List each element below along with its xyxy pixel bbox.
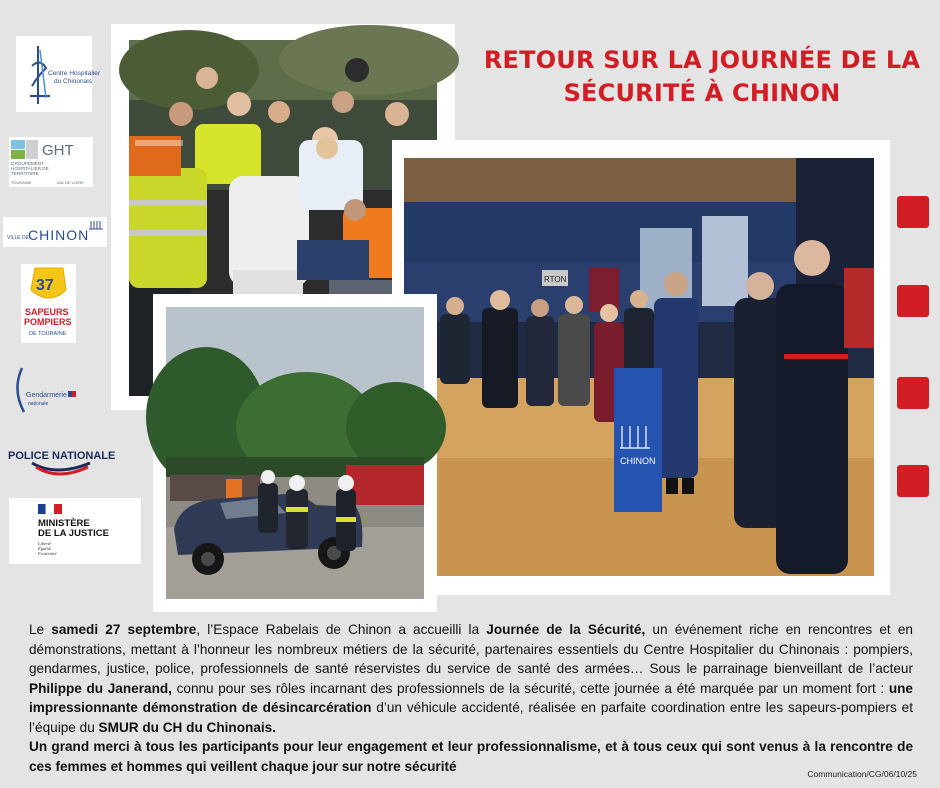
text-p1-c: , l’Espace Rabelais de Chinon a accueilli la: [196, 622, 487, 637]
ville-prefix: VILLE DE: [7, 235, 29, 241]
text-p1-a: Le: [29, 622, 52, 637]
sdis-37-icon: [31, 268, 66, 298]
ght-line-2: HOSPITALIER DE: [11, 166, 49, 171]
text-actor-name: Philippe du Janerand,: [29, 680, 172, 696]
police-text: POLICE NATIONALE: [8, 450, 116, 462]
speech-hall-image: [404, 158, 874, 576]
logo-gendarmerie: [12, 364, 80, 418]
text-p1-e: un événement riche en rencontres et en démonstrations, mettant à l’honneur les nombreux métiers de la sécurité, partenaires essentiels du Centre Hospitalier du Chinonais : pompiers, gendarmes, justice, police, professionnels de santé réservistes du service de santé des armées… Sous le parrainage bienveillant de l’acteur: [29, 622, 913, 676]
ght-square-green: [11, 150, 25, 159]
gendarmerie-name: Gendarmerie: [26, 392, 67, 399]
svg-text:37: 37: [36, 277, 54, 294]
justice-line-2: DE LA JUSTICE: [38, 528, 109, 539]
hall-sign-text: RTON: [544, 275, 567, 284]
photo-speech-hall: [392, 140, 890, 595]
ch-line-1: Centre Hospitalier: [48, 70, 101, 77]
justice-motto-3: Fraternité: [38, 551, 57, 556]
towers-icon: [89, 221, 103, 229]
text-p1-i: d’un véhicule accidenté, réalisée en parfaite coordination entre les sapeurs-pompiers et l’équipe du: [29, 700, 913, 735]
text-date: samedi 27 septembre: [51, 622, 197, 637]
ght-line-1: GROUPEMENT: [11, 161, 44, 166]
logo-ministere-justice: [9, 498, 141, 564]
logo-police-nationale: [6, 443, 122, 483]
ght-square-grey: [26, 140, 38, 159]
ght-sub-left: TOURAINE: [11, 180, 32, 185]
decor-square-1: [897, 196, 929, 228]
ght-acronym: GHT: [42, 142, 74, 159]
logo-ch-chinonais: [16, 36, 101, 112]
extrication-demo-image: [166, 307, 424, 599]
ville-name: CHINON: [28, 227, 90, 243]
text-demo-highlight: une impressionnante démonstration de désincarcération: [29, 680, 913, 715]
police-tricolor-swoosh-icon: [32, 463, 90, 474]
ght-line-3: TERRITOIRE: [11, 171, 39, 176]
text-thanks: Un grand merci à tous les participants pour leur engagement et leur professionnalisme, et à tous ceux qui sont venus à la rencontre de ces femmes et hommes qui veillent chaque jour sur notre sécurité: [29, 739, 913, 774]
justice-motto-1: Liberté: [38, 541, 51, 546]
decor-square-3: [897, 377, 929, 409]
marianne-flag-icon: [38, 504, 62, 514]
sapeurs-line-3: DE TOURAINE: [29, 331, 67, 337]
ght-sub-right: VAL DE LOIRE: [57, 180, 84, 185]
title-line-2: SÉCURITÉ À CHINON: [563, 79, 841, 107]
gendarmerie-sub: nationale: [28, 401, 49, 407]
page-title: [468, 44, 936, 110]
ch-line-2: du Chinonais: [54, 78, 92, 85]
logo-ville-chinon: [3, 217, 107, 247]
logo-ght: [9, 137, 93, 187]
ch-chinonais-emblem-icon: [16, 36, 101, 112]
text-p1-g: connu pour ses rôles incarnant des professionnels de la sécurité, cette journée a été marquée par un moment fort :: [171, 680, 889, 696]
gendarmerie-flame-icon: [17, 368, 24, 412]
decor-square-2: [897, 285, 929, 317]
justice-motto-2: Égalité: [38, 546, 51, 551]
logo-sapeurs-pompiers: [21, 264, 76, 343]
sapeurs-line-1: SAPEURS: [25, 307, 69, 317]
title-line-1: RETOUR SUR LA JOURNÉE DE LA: [483, 46, 921, 74]
ght-square-blue: [11, 140, 25, 149]
justice-line-1: MINISTÈRE: [38, 518, 90, 529]
credit-line: Communication/CG/06/10/25: [807, 769, 917, 779]
lectern-text: CHINON: [620, 456, 656, 466]
decor-square-4: [897, 465, 929, 497]
text-event-name: Journée de la Sécurité,: [486, 622, 646, 637]
text-smur: SMUR du CH du Chinonais.: [98, 719, 277, 735]
article-text: [29, 620, 913, 776]
sapeurs-line-2: POMPIERS: [24, 317, 72, 327]
photo-extrication-demo: [153, 294, 437, 612]
